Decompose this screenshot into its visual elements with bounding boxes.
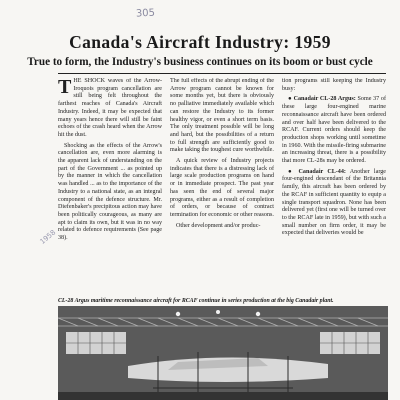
article-body <box>58 78 388 290</box>
col2-paragraph-1: The full effects of the abrupt ending of the Arrow program cannot be known for some months yet, but there is obviously no palliative immediately available which can restore the Industry to its former healthy vigor, or even a short term basis. The only treatment possible will be long and hard, but the possibilities of a return to full strength are sufficiently good to make taking the toughest cure worthwhile. <box>170 78 274 154</box>
col2-paragraph-2: A quick review of Industry projects indicates that there is a distressing lack of large scale production programs on hand or in immediate prospect. The past year has seen the end of several major programs, either as a result of completion of orders, or because of contract termination for economic or other reasons. <box>170 158 274 218</box>
col3-paragraph-1: tion programs still keeping the Industry busy: <box>282 78 386 92</box>
column-2 <box>170 78 274 290</box>
col1-paragraph-2: Shocking as the effects of the Arrow's cancellation are, even more alarming is the apparent lack of understanding on the part of the Government ... as pointed up by the manner in which the cancellation was handled ... as to the importance of the Industry to a national state, as an integral component of the defence structure. Mr. Diefenbaker's precipitous action may have been politically courageous, as many are apt to claim its own, but it was in no way related to defence requirements (See page 38). <box>58 142 162 242</box>
col3-item-argus: ● Canadair CL-28 Argus: Some 37 of these large four-engined marine reconnaissance aircraft have been ordered and over half have been delivered to the RCAF. Current orders should keep the production shops working until sometime in 1960. With the missile-firing submarine an increasing threat, there is a possibility that more CL-28s may be ordered. <box>282 96 386 165</box>
drop-cap: T <box>58 78 72 98</box>
article-subtitle: True to form, the Industry's business continues on its boom or bust cycle <box>27 56 373 68</box>
column-3 <box>282 78 386 290</box>
title-rule <box>58 73 386 74</box>
factory-photo <box>58 306 388 400</box>
column-1 <box>58 78 162 290</box>
col1-paragraph-1: THE SHOCK waves of the Arrow-Iroquois program cancellation are still being felt throughout the farthest reaches of Canada's Aircraft Industry. Indeed, it may be expected that many years hence there will still be faint echoes of the crash heard when the Arrow hit the dust. <box>58 78 162 138</box>
col3-item-cl44: ● Canadair CL-44: Another large four-engined descendant of the Britannia family, this aircraft has been ordered by the RCAF in sufficient quantity to equip a single transport squadron. None has been delivered yet (first one will be turned over to the RCAF late in 1959), but with such a small number on firm order, it may be expected that deliveries would be <box>282 168 386 237</box>
col2-paragraph-3: Other development and/or produc- <box>176 222 261 229</box>
article-title: Canada's Aircraft Industry: 1959 <box>69 32 331 52</box>
hangar-illustration <box>58 306 388 400</box>
page-stamp: 305 <box>135 7 156 20</box>
photo-caption: CL-28 Argus maritime reconnaissance aircraft for RCAF continue in series production at the big Canadair plant. <box>58 298 334 304</box>
handwritten-note: 1958 <box>38 228 58 246</box>
